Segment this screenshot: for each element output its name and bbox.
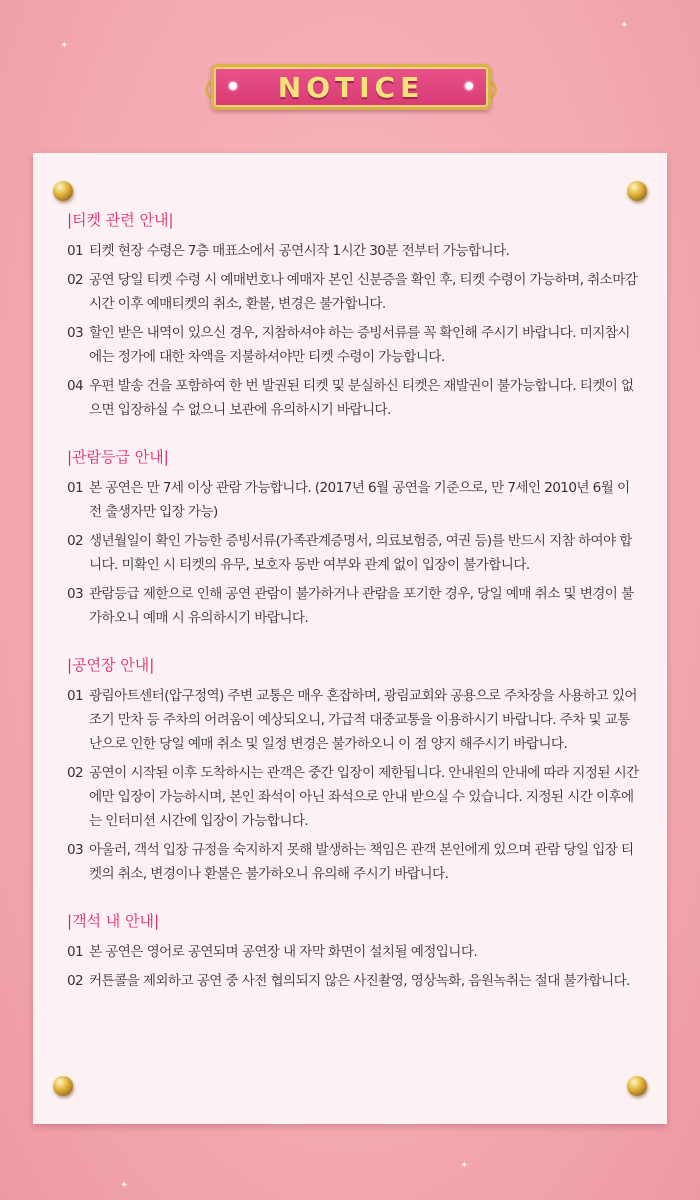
notice-content bbox=[67, 209, 639, 1017]
list-item bbox=[67, 321, 639, 369]
item-number: 02 bbox=[67, 765, 84, 781]
section-heading: |공연장 안내| bbox=[67, 656, 155, 674]
section-venue bbox=[67, 654, 639, 886]
item-text: 커튼콜을 제외하고 공연 중 사전 협의되지 않은 사진촬영, 영상녹화, 음원녹취는 절대 불가합니다. bbox=[89, 973, 630, 989]
list-item bbox=[67, 476, 639, 524]
section-seating bbox=[67, 910, 639, 993]
banner-title: NOTICE bbox=[277, 70, 425, 104]
pin-icon bbox=[53, 1076, 73, 1096]
pin-icon bbox=[53, 181, 73, 201]
notice-banner bbox=[205, 58, 497, 116]
section-rating bbox=[67, 446, 639, 630]
sparkle: ✦ bbox=[60, 40, 69, 51]
list-item bbox=[67, 239, 639, 263]
item-text: 아울러, 객석 입장 규정을 숙지하지 못해 발생하는 책임은 관객 본인에게 있으며 관람 당일 입장 티켓의 취소, 변경이나 환불은 불가하오니 유의해 주시기 바랍니다. bbox=[89, 842, 634, 882]
section-ticket bbox=[67, 209, 639, 422]
item-text: 공연 당일 티켓 수령 시 예매번호나 예매자 본인 신분증을 확인 후, 티켓 수령이 가능하며, 취소마감시간 이후 예매티켓의 취소, 환불, 변경은 불가합니다. bbox=[89, 272, 638, 312]
list-item bbox=[67, 838, 639, 886]
item-text: 본 공연은 영어로 공연되며 공연장 내 자막 화면이 설치될 예정입니다. bbox=[89, 944, 478, 960]
item-number: 03 bbox=[67, 325, 84, 341]
banner-plate bbox=[211, 64, 491, 110]
item-number: 02 bbox=[67, 272, 84, 288]
item-text: 관람등급 제한으로 인해 공연 관람이 불가하거나 관람을 포기한 경우, 당일 예매 취소 및 변경이 불가하오니 예매 시 유의하시기 바랍니다. bbox=[89, 586, 634, 626]
list-item bbox=[67, 969, 639, 993]
item-number: 01 bbox=[67, 243, 84, 259]
item-text: 티켓 현장 수령은 7층 매표소에서 공연시작 1시간 30분 전부터 가능합니다. bbox=[89, 243, 510, 259]
item-number: 02 bbox=[67, 973, 84, 989]
item-number: 01 bbox=[67, 944, 84, 960]
list-item bbox=[67, 374, 639, 422]
gem-icon bbox=[465, 82, 473, 90]
list-item bbox=[67, 761, 639, 833]
section-heading: |티켓 관련 안내| bbox=[67, 211, 174, 229]
item-text: 할인 받은 내역이 있으신 경우, 지참하셔야 하는 증빙서류를 꼭 확인해 주시기 바랍니다. 미지참시에는 정가에 대한 차액을 지불하셔야만 티켓 수령이 가능합니다. bbox=[89, 325, 630, 365]
item-number: 02 bbox=[67, 533, 84, 549]
pin-icon bbox=[627, 1076, 647, 1096]
item-text: 생년월일이 확인 가능한 증빙서류(가족관계증명서, 의료보험증, 여권 등)를 반드시 지참 하여야 합니다. 미확인 시 티켓의 유무, 보호자 동반 여부와 관계 없이 입장이 불가합니다. bbox=[89, 533, 632, 573]
sparkle: ✦ bbox=[460, 1160, 469, 1171]
section-heading: |관람등급 안내| bbox=[67, 448, 169, 466]
gem-icon bbox=[229, 82, 237, 90]
item-number: 01 bbox=[67, 688, 84, 704]
item-text: 광림아트센터(압구정역) 주변 교통은 매우 혼잡하며, 광림교회와 공용으로 주차장을 사용하고 있어 조기 만차 등 주차의 어려움이 예상되오니, 가급적 대중교통을 이용하시기 바랍니다. 주차 및 교통난으로 인한 당일 예매 취소 및 일정 변경은 불가하오니 이 점 양지 해주시기 바랍니다. bbox=[89, 688, 637, 752]
list-item bbox=[67, 529, 639, 577]
list-item bbox=[67, 582, 639, 630]
section-heading: |객석 내 안내| bbox=[67, 912, 160, 930]
item-number: 01 bbox=[67, 480, 84, 496]
sparkle: ✦ bbox=[120, 1180, 129, 1191]
item-text: 본 공연은 만 7세 이상 관람 가능합니다. (2017년 6월 공연을 기준으로, 만 7세인 2010년 6월 이전 출생자만 입장 가능) bbox=[89, 480, 630, 520]
item-text: 우편 발송 건을 포함하여 한 번 발권된 티켓 및 분실하신 티켓은 재발권이 불가능합니다. 티켓이 없으면 입장하실 수 없으니 보관에 유의하시기 바랍니다. bbox=[89, 378, 634, 418]
pin-icon bbox=[627, 181, 647, 201]
sparkle: ✦ bbox=[620, 20, 629, 31]
list-item bbox=[67, 940, 639, 964]
item-number: 03 bbox=[67, 586, 84, 602]
notice-card bbox=[33, 153, 667, 1124]
list-item bbox=[67, 268, 639, 316]
list-item bbox=[67, 684, 639, 756]
item-text: 공연이 시작된 이후 도착하시는 관객은 중간 입장이 제한됩니다. 안내원의 안내에 따라 지정된 시간에만 입장이 가능하시며, 본인 좌석이 아닌 좌석으로 안내 받으실 수 있습니다. 지정된 시간 이후에는 인터미션 시간에 입장이 가능합니다. bbox=[89, 765, 639, 829]
item-number: 04 bbox=[67, 378, 84, 394]
item-number: 03 bbox=[67, 842, 84, 858]
